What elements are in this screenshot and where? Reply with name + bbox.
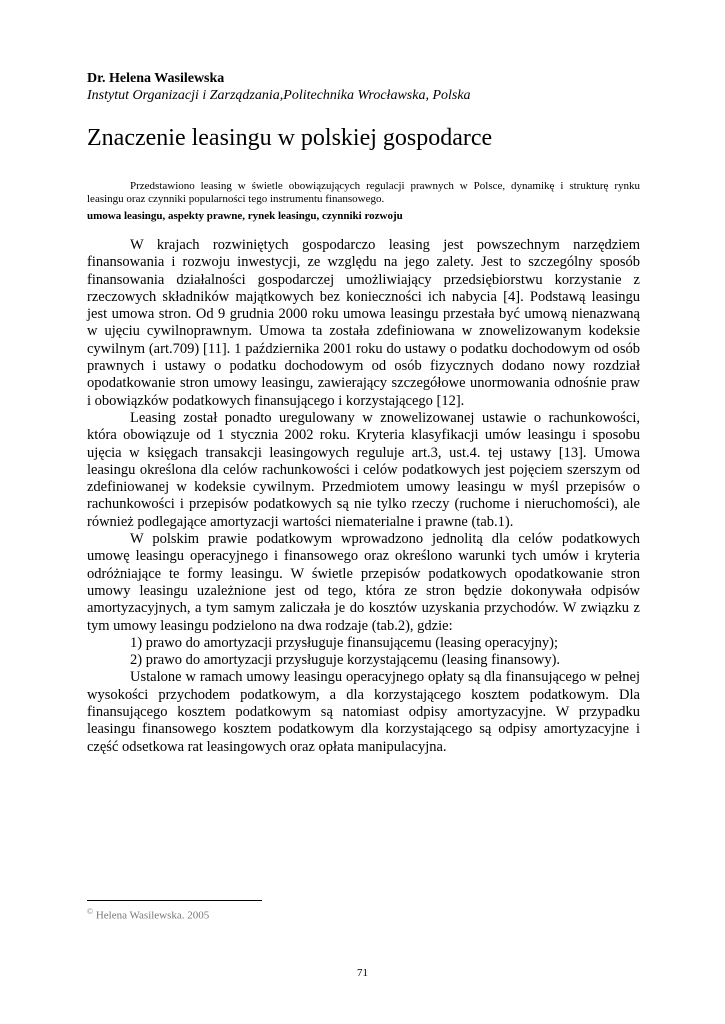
- body-paragraph-3: W polskim prawie podatkowym wprowadzono jednolitą dla celów podatkowych umowę leasingu operacyjnego i finansowego oraz określono warunki tych umów i kryteria odróżniające te formy leasingu. W świetle przepisów podatkowych opodatkowanie stron umowy leasingu uzależnione jest od tego, która ze stron będzie dokonywała odpisów amortyzacyjnych, a tym samym zaliczała je do kosztów uzyskania przychodów. W związku z tym umowy leasingu podzielono na dwa rodzaje (tab.2), gdzie:: [87, 531, 640, 634]
- footnote-separator: [87, 900, 262, 901]
- body-paragraph-2: Leasing został ponadto uregulowany w znowelizowanej ustawie o rachunkowości, która obowiązuje od 1 stycznia 2002 roku. Kryteria klasyfikacji umów leasingu i sposobu ujęcia w księgach transakcji leasingowych reguluje art.3, ust.4. tej ustawy [13]. Umowa leasingu określona dla celów rachunkowości i celów podatkowych jest pojęciem szerszym od zdefiniowanej w kodeksie cywilnym. Przedmiotem umowy leasingu w myśl przepisów o rachunkowości i przepisów podatkowych są nie tylko rzeczy (ruchome i nieruchomości), ale również podlegające amortyzacji wartości niematerialne i prawne (tab.1).: [87, 409, 640, 530]
- article-title: Znaczenie leasingu w polskiej gospodarce: [87, 125, 493, 151]
- page-number: 71: [357, 967, 368, 979]
- body-paragraph-4: Ustalone w ramach umowy leasingu operacyjnego opłaty są dla finansującego w pełnej wysokości przychodem podatkowym, a dla korzystającego kosztem podatkowym. Dla finansującego kosztem podatkowym są natomiast odpisy amortyzacyjne. W przypadku leasingu finansowego kosztem podatkowym dla korzystającego są odpisy amortyzacyjne i część odsetkowa rat leasingowych oraz opłata manipulacyjna.: [87, 669, 640, 755]
- author-affiliation: Instytut Organizacji i Zarządzania,Politechnika Wrocławska, Polska: [87, 88, 471, 103]
- footnote: [87, 905, 209, 923]
- list-item-1: 1) prawo do amortyzacji przysługuje finansującemu (leasing operacyjny);: [130, 634, 558, 651]
- abstract-text: Przedstawiono leasing w świetle obowiązujących regulacji prawnych w Polsce, dynamikę i strukturę rynku leasingu oraz czynniki popularności tego instrumentu finansowego.: [87, 180, 640, 205]
- footnote-text: Helena Wasilewska. 2005: [93, 909, 210, 922]
- body-paragraph-1: W krajach rozwiniętych gospodarczo leasing jest powszechnym narzędziem finansowania i rozwoju inwestycji, ze względu na jego zalety. Jest to szczególny sposób finansowania działalności gospodarczej umożliwiający przedsiębiorstwu korzystanie z rzeczowych składników majątkowych bez konieczności ich nabycia [4]. Podstawą leasingu jest umowa stron. Od 9 grudnia 2000 roku umowa leasingu przestała być umową nienazwaną w ujęciu cywilnoprawnym. Umowa ta została zdefiniowana w znowelizowanym kodeksie cywilnym (art.709) [11]. 1 października 2001 roku do ustawy o podatku dochodowym od osób prawnych i ustawy o podatku dochodowym od osób fizycznych dodano nowy rozdział opodatkowanie stron umowy leasingu, zawierający szczegółowe unormowania odnośnie praw i obowiązków podatkowych finansującego i korzystającego [12].: [87, 237, 640, 409]
- article-body: [87, 237, 640, 756]
- keywords: umowa leasingu, aspekty prawne, rynek leasingu, czynniki rozwoju: [87, 210, 403, 222]
- author-name: Dr. Helena Wasilewska: [87, 71, 225, 86]
- abstract: [87, 180, 640, 206]
- copyright-symbol: ©: [87, 907, 94, 916]
- list-item-2: 2) prawo do amortyzacji przysługuje korzystającemu (leasing finansowy).: [130, 652, 561, 669]
